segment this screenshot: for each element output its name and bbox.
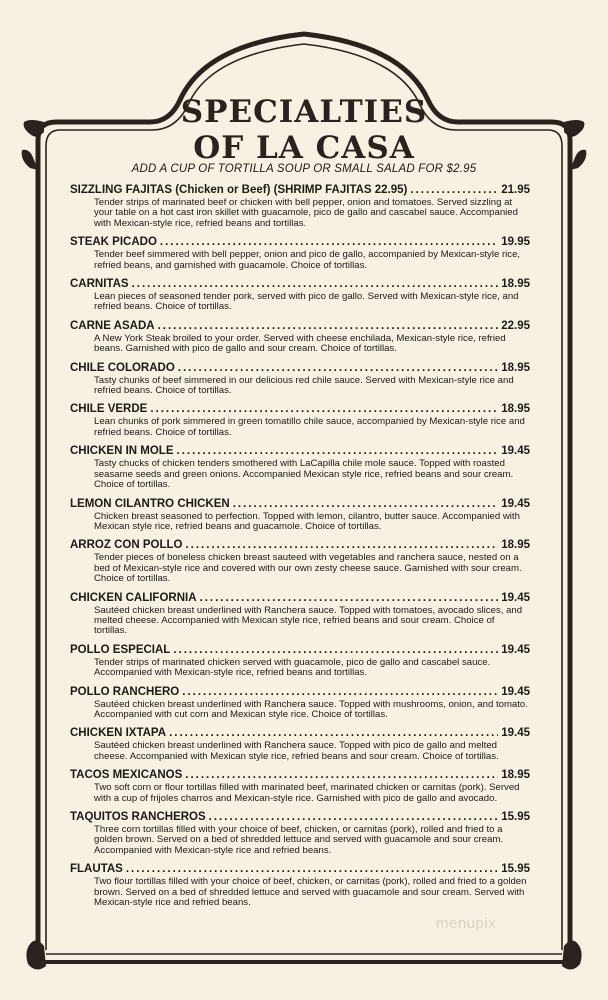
menu-item-description: Two flour tortillas filled with your choice of beef, chicken, or carnitas (pork), rolled and fried to a golden brown. Served on a bed of shredded lettuce and served with guacamole and sour cream. Served with Mexican-style rice and refried beans. [94, 876, 527, 909]
dot-leader [160, 235, 498, 250]
menu-item [70, 862, 530, 908]
dot-leader [182, 685, 498, 700]
menu-item [70, 685, 530, 721]
menu-item-name: CARNITAS [70, 278, 129, 291]
menu-item-name: ARROZ CON POLLO [70, 539, 183, 552]
menu-item-price: 19.45 [501, 727, 530, 740]
menu-item [70, 444, 530, 490]
menu-item [70, 643, 530, 679]
menu-item-description: Tender pieces of boneless chicken breast sauteed with vegetables and ranchera sauce, nested on a bed of Mexican-style rice and covered with our own zesty cheese sauce. Garnished with sour cream. Choice of tortillas. [94, 552, 522, 585]
dot-leader [169, 726, 498, 741]
menu-item-price: 18.95 [501, 361, 530, 374]
menu-item-header [70, 277, 530, 292]
menu-subtitle: ADD A CUP OF TORTILLA SOUP OR SMALL SALAD FOR $2.95 [131, 163, 477, 175]
menu-item-header [70, 768, 530, 783]
dot-leader [185, 768, 498, 783]
menu-item-price: 15.95 [501, 811, 530, 823]
menu-item-price: 19.45 [501, 591, 530, 604]
menu-item [70, 235, 530, 271]
menu-item-header [70, 810, 530, 825]
menu-item-header [70, 361, 530, 376]
menu-item-description: Sautéed chicken breast underlined with Ranchera sauce. Topped with tomatoes, avocado slices, and melted cheese. Accompanied with Mexican style rice, refried beans and sour cream. Choice of tortillas. [94, 604, 523, 637]
menu-item [70, 319, 530, 355]
menu-item-price: 19.45 [501, 445, 530, 458]
menu-item-name: CHILE VERDE [70, 403, 148, 416]
dot-leader [132, 277, 499, 292]
menu-item-price: 19.45 [501, 497, 530, 510]
menu-item-price: 18.95 [501, 539, 530, 552]
menu-item [70, 538, 530, 584]
menu-item-header [70, 497, 530, 512]
menu-item-price: 18.95 [501, 769, 530, 782]
menu-item-name: SIZZLING FAJITAS (Chicken or Beef) (SHRIMP FAJITAS 22.95) [70, 184, 408, 196]
menu-item-name: CHICKEN CALIFORNIA [70, 591, 197, 604]
dot-leader [158, 319, 499, 334]
menu-item [70, 726, 530, 762]
menu-item-description: Tasty chucks of chicken tenders smothered with LaCapilla chile mole sauce. Topped with roasted seasame seeds and green onions. Accompanied Mexican style rice, refried beans and sour cream. Choice of tortillas. [94, 458, 514, 491]
menu-item-header [70, 235, 530, 250]
dot-leader [209, 810, 499, 825]
menu-item-header [70, 444, 530, 459]
menu-item [70, 768, 530, 804]
menu-item [70, 183, 530, 229]
menu-item-name: FLAUTAS [70, 863, 123, 876]
dot-leader [173, 643, 498, 658]
menu-item-price: 19.45 [501, 685, 530, 698]
menu-item-price: 22.95 [501, 319, 530, 332]
menu-item-description: Tender beef simmered with bell pepper, onion and pico de gallo, accompanied by Mexican-style rice, refried beans, and garnished with guacamole. Choice of tortillas. [94, 249, 521, 271]
menu-item [70, 497, 530, 533]
menu-item-name: CHICKEN IN MOLE [70, 445, 174, 458]
menu-item-header [70, 591, 530, 606]
menu-item-header [70, 402, 530, 417]
menu-item-description: Tender strips of marinated chicken served with guacamole, pico de gallo and cascabel sauce. Accompanied with Mexican-style rice, refried beans and tortillas. [94, 656, 491, 679]
menu-item-header [70, 643, 530, 658]
menu-item-name: LEMON CILANTRO CHICKEN [70, 497, 230, 510]
dot-leader [233, 497, 499, 512]
menu-item-description: Lean pieces of seasoned tender pork, served with pico de gallo. Served with Mexican-style rice, and refried beans. Choice of tortillas. [94, 291, 519, 313]
menu-item-price: 19.45 [501, 643, 530, 656]
menu-item-description: Lean chunks of pork simmered in green tomatillo chile sauce, accompanied by Mexican-style rice and refried beans. Choice of tortillas. [94, 416, 525, 438]
menu-item-description: Sautéed chicken breast underlined with Ranchera sauce. Topped with mushrooms, onion, and tomato. Accompanied with cut corn and Mexican style rice. Choice of tortillas. [94, 698, 528, 720]
dot-leader [410, 183, 498, 198]
menu-item-description: Chicken breast seasoned to perfection. Topped with lemon, cilantro, butter sauce. Accompanied with Mexican style rice, refried beans and guacamole. Choice of tortillas. [94, 510, 520, 532]
menu-item-description: Tender strips of marinated beef or chicken with bell pepper, onion and tomatoes. Served sizzling at your table on a hot cast iron skillet with guacamole, pico de gallo and cascabel sauce. Accompanied with Mexican-style rice, refried beans and tortillas. [94, 197, 518, 229]
menu-item-header [70, 685, 530, 700]
menu-item-header [70, 319, 530, 334]
menu-item-description: Two soft corn or flour tortillas filled with marinated beef, marinated chicken or carnitas (pork). Served with a cup of frijoles charros and Mexican-style rice. Garnished with pico de gallo and avocado. [94, 782, 520, 804]
menu-item [70, 361, 530, 397]
menu-item-name: POLLO ESPECIAL [70, 643, 171, 656]
menu-item-description: A New York Steak broiled to your order. Served with cheese enchilada, Mexican-style rice, refried beans. Garnished with pico de gallo and sour cream. Choice of tortillas. [94, 332, 506, 355]
menu-item-description: Three corn tortillas filled with your choice of beef, chicken, or carnitas (pork), rolled and fried to a golden brown. Served on a bed of shredded lettuce and served with guacamole and sour cream. Accompanied with Mexican-style rice and refried beans. [94, 824, 504, 856]
menu-title-line2: OF LA CASA [193, 130, 415, 166]
dot-leader [150, 402, 498, 417]
menu-item-price: 21.95 [501, 184, 530, 196]
menu-item-name: CHILE COLORADO [70, 361, 175, 374]
menu-item-list [70, 183, 530, 914]
menu-item [70, 810, 530, 856]
menu-item-description: Tasty chunks of beef simmered in our delicious red chile sauce. Served with Mexican-style rice and refried beans. Choice of tortillas. [94, 374, 514, 397]
dot-leader [126, 862, 498, 877]
menu-item-name: TAQUITOS RANCHEROS [70, 811, 206, 823]
menu-item-name: TACOS MEXICANOS [70, 769, 183, 782]
menu-item-price: 18.95 [501, 403, 530, 416]
menu-item-name: CARNE ASADA [70, 319, 155, 332]
menu-item-price: 18.95 [501, 278, 530, 291]
menu-item-header [70, 862, 530, 877]
menu-item [70, 402, 530, 438]
dot-leader [178, 361, 498, 376]
dot-leader [177, 444, 499, 459]
menu-item-header [70, 183, 530, 198]
menu-item-price: 19.95 [501, 236, 530, 249]
menu-item-name: CHICKEN IXTAPA [70, 727, 167, 740]
menu-item-price: 15.95 [501, 863, 530, 876]
menu-item-name: STEAK PICADO [70, 236, 157, 249]
menu-item-header [70, 726, 530, 741]
menu-item [70, 591, 530, 637]
menu-item-description: Sautéed chicken breast underlined with Ranchera sauce. Topped with pico de gallo and melted cheese. Accompanied with Mexican style rice, refried beans and sour cream. Choice of tortillas. [94, 740, 499, 762]
menu-title-line1: SPECIALTIES [180, 94, 428, 130]
menu-item-name: POLLO RANCHERO [70, 685, 180, 698]
menu-item [70, 277, 530, 313]
dot-leader [185, 538, 498, 553]
menu-item-header [70, 538, 530, 553]
watermark-text: menupix [436, 915, 497, 932]
dot-leader [200, 591, 499, 606]
